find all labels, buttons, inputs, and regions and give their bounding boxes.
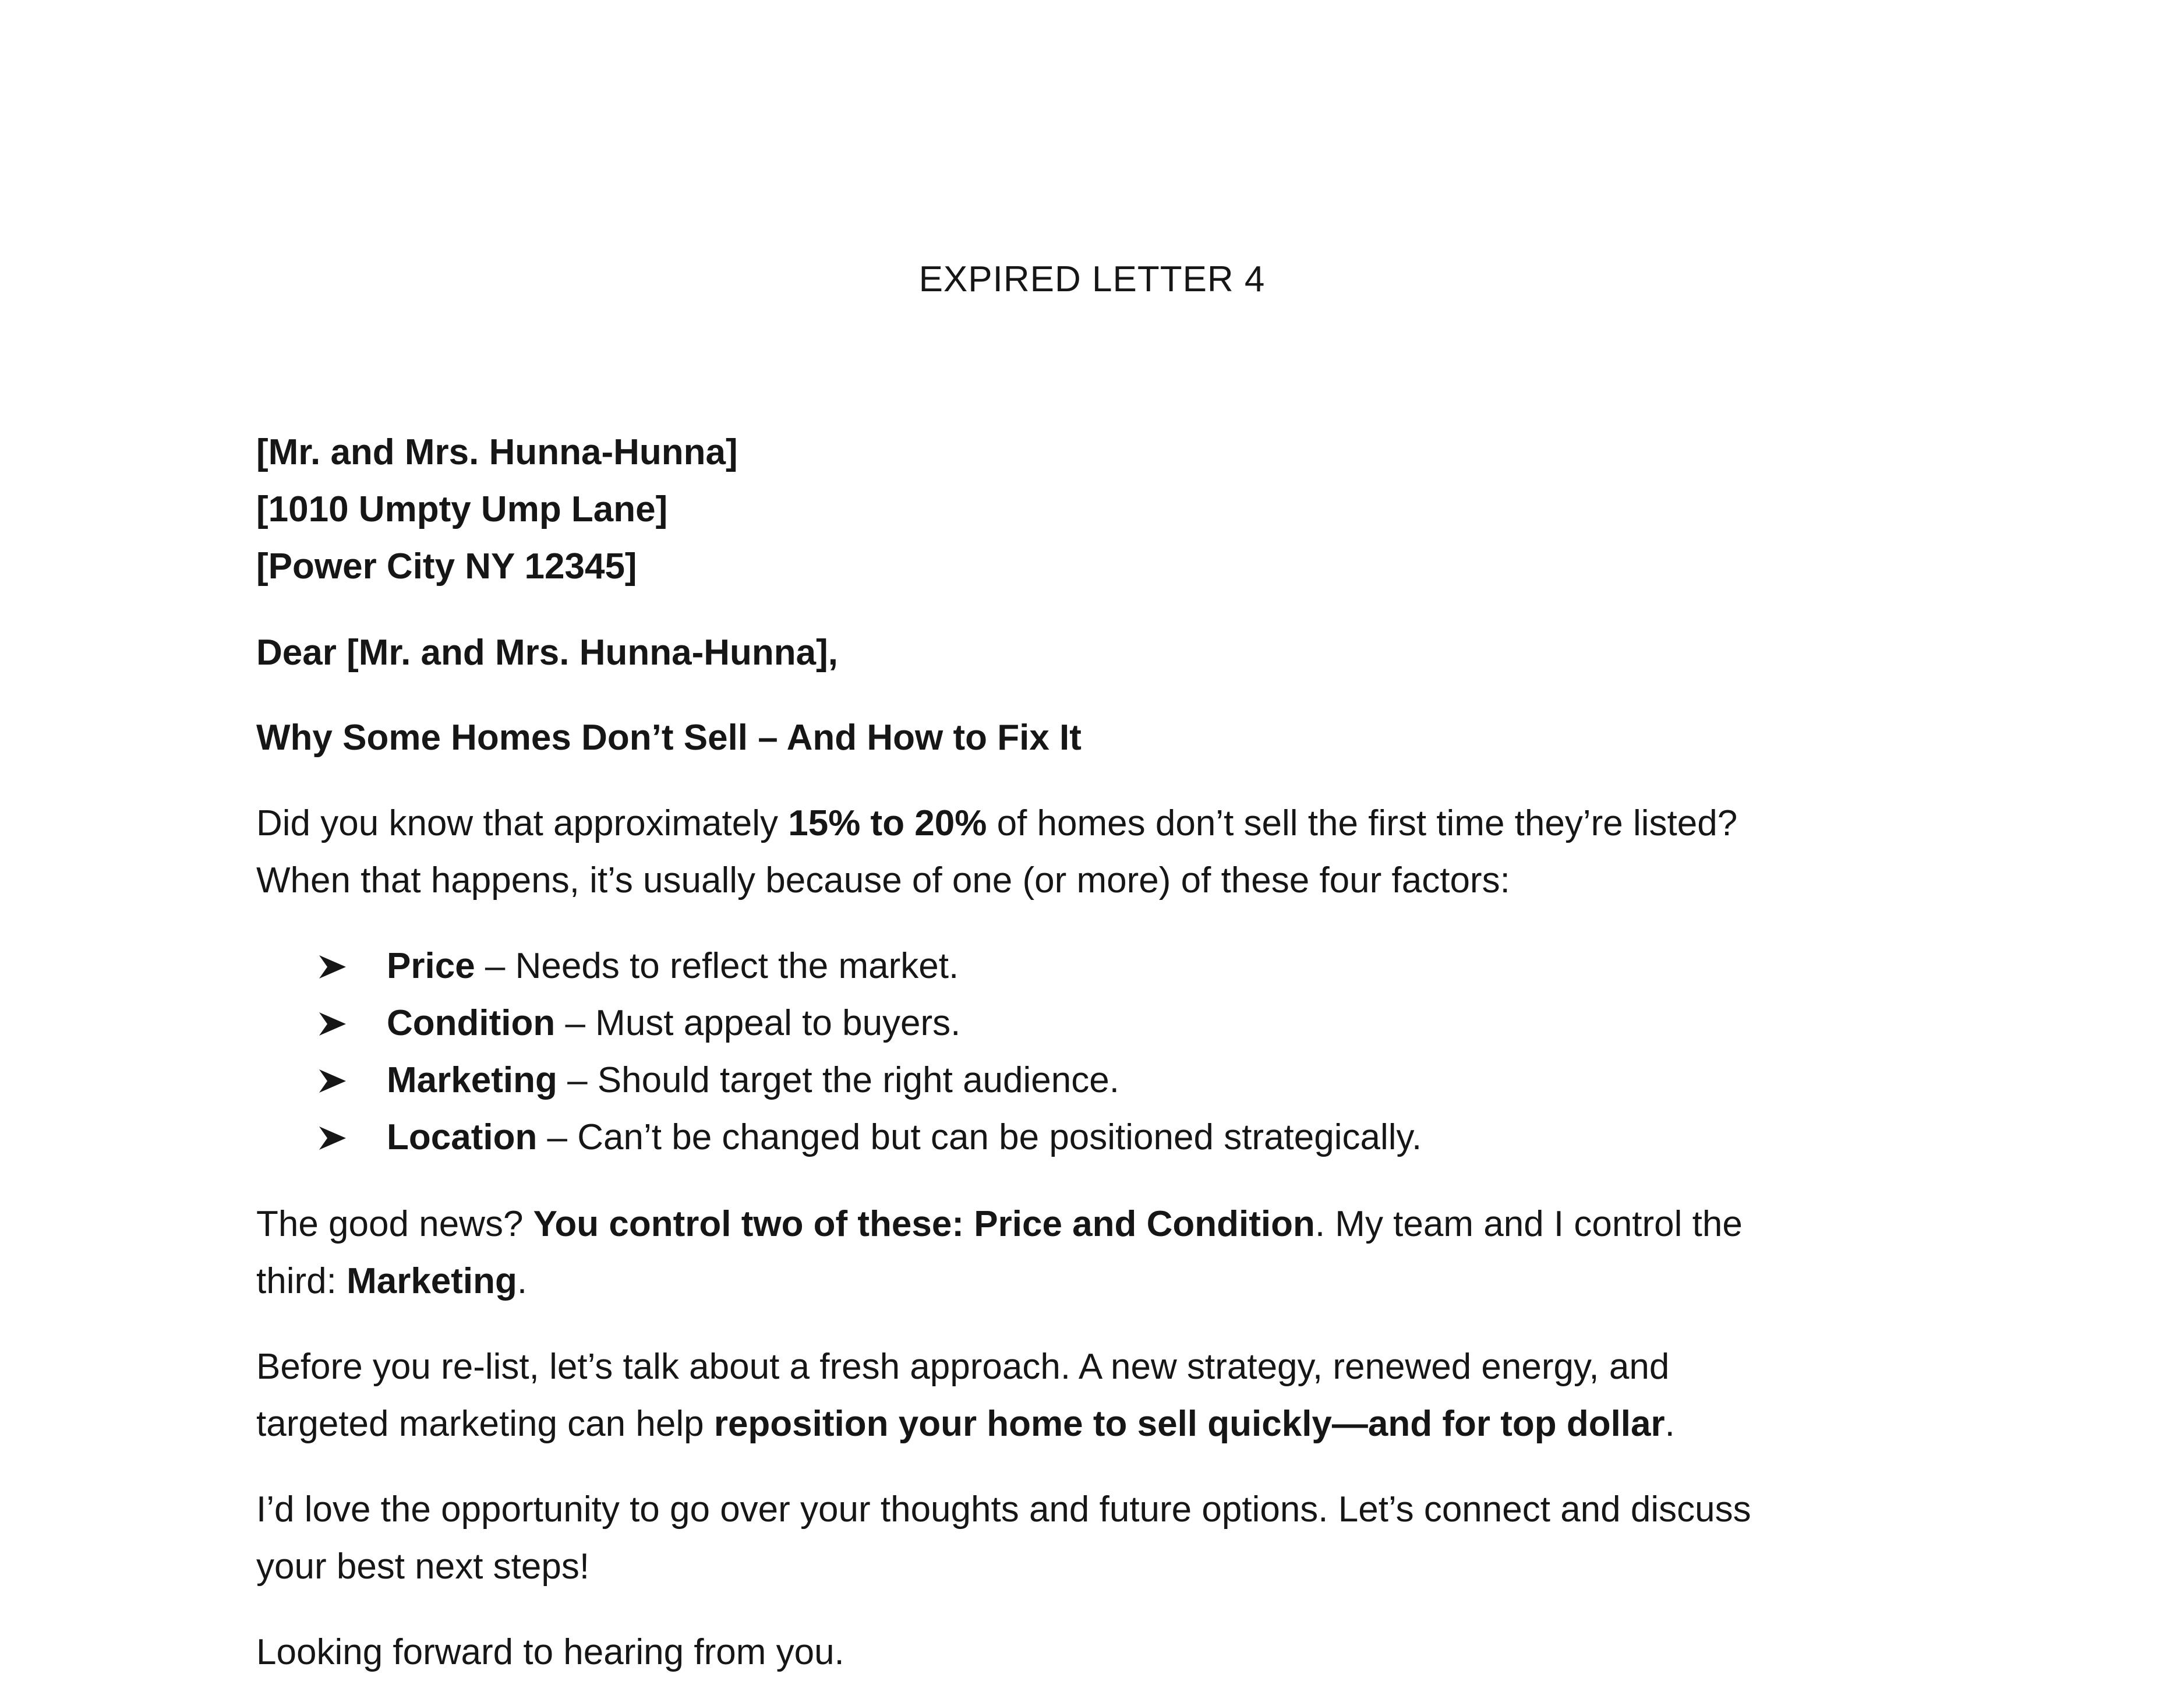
- letter-heading: Why Some Homes Don’t Sell – And How to Fix It: [256, 718, 1082, 758]
- approach-emphasis: reposition your home to sell quickly—and for top dollar: [713, 1404, 1665, 1444]
- control-emphasis: You control two of these: Price and Condition: [533, 1204, 1315, 1244]
- control-text-middle: . My team and I control the: [1314, 1204, 1743, 1244]
- approach-line-1: Before you re-list, let’s talk about a fresh approach. A new strategy, renewed energy, and: [256, 1347, 1670, 1387]
- control-text-before: The good news?: [256, 1204, 533, 1244]
- intro-text-after: of homes don’t sell the first time they’re listed?: [987, 803, 1738, 843]
- intro-text-before: Did you know that approximately: [256, 803, 789, 843]
- control-paragraph: [256, 1196, 1945, 1310]
- intro-line-1: [256, 795, 1945, 852]
- salutation: Dear [Mr. and Mrs. Hunna-Hunna],: [256, 633, 838, 673]
- closing-line: Looking forward to hearing from you.: [256, 1632, 844, 1672]
- approach-line-2: [256, 1396, 1945, 1453]
- address-name: [Mr. and Mrs. Hunna-Hunna]: [256, 432, 738, 472]
- arrow-bullet-icon: [319, 938, 354, 995]
- approach-end: .: [1664, 1404, 1675, 1444]
- control-line-2: [256, 1253, 1945, 1310]
- intro-line-2: When that happens, it’s usually because of one (or more) of these four factors:: [256, 860, 1510, 900]
- list-item: [319, 1109, 1892, 1166]
- control-line-2-before: third:: [256, 1261, 347, 1301]
- control-end: .: [517, 1261, 528, 1301]
- address-city: [Power City NY 12345]: [256, 546, 637, 587]
- opportunity-line-1: I’d love the opportunity to go over your thoughts and future options. Let’s connect and discuss: [256, 1489, 1751, 1530]
- approach-line-2-before: targeted marketing can help: [256, 1404, 714, 1444]
- factor-name: Price: [387, 946, 475, 986]
- list-item: [319, 995, 1892, 1052]
- factor-name: Condition: [387, 1003, 556, 1043]
- recipient-address: [256, 424, 1945, 595]
- address-street: [1010 Umpty Ump Lane]: [256, 489, 668, 529]
- control-marketing: Marketing: [347, 1261, 517, 1301]
- page-title: EXPIRED LETTER 4: [918, 259, 1266, 299]
- factor-description: – Should target the right audience.: [557, 1060, 1119, 1100]
- list-item: [319, 1052, 1892, 1109]
- factor-description: – Can’t be changed but can be positioned strategically.: [537, 1117, 1422, 1157]
- opportunity-line-2: your best next steps!: [256, 1546, 590, 1587]
- opportunity-paragraph: [256, 1481, 1945, 1595]
- intro-paragraph: [256, 795, 1945, 909]
- arrow-bullet-icon: [319, 1109, 354, 1166]
- intro-statistic: 15% to 20%: [788, 803, 987, 843]
- arrow-bullet-icon: [319, 1052, 354, 1109]
- arrow-bullet-icon: [319, 995, 354, 1052]
- factor-name: Marketing: [387, 1060, 557, 1100]
- control-line-1: [256, 1196, 1945, 1253]
- factors-list: [319, 938, 1892, 1166]
- factor-description: – Must appeal to buyers.: [555, 1003, 961, 1043]
- approach-paragraph: [256, 1339, 1945, 1453]
- factor-description: – Needs to reflect the market.: [475, 946, 959, 986]
- list-item: [319, 938, 1892, 995]
- factor-name: Location: [387, 1117, 538, 1157]
